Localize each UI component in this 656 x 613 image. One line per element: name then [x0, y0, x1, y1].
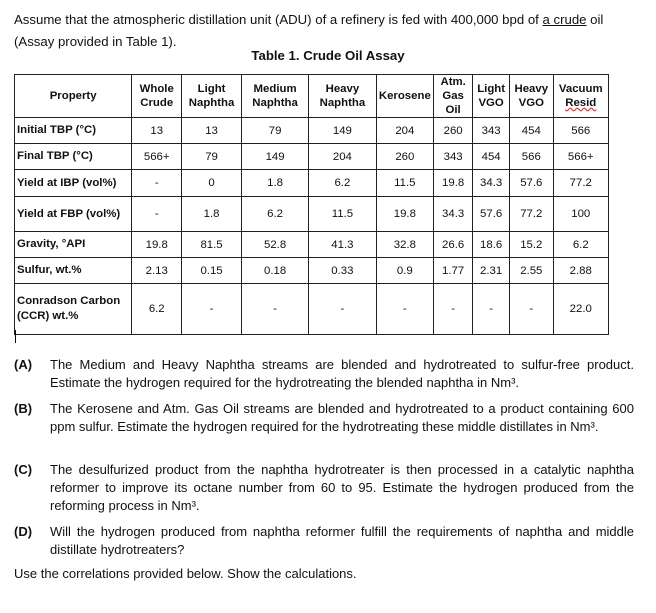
- instructions-footer: Use the correlations provided below. Show the calculations.: [14, 566, 357, 581]
- table-cell: 566+: [553, 144, 609, 170]
- header-light-naphtha: Light Naphtha: [182, 75, 242, 118]
- table-cell: 566+: [132, 144, 182, 170]
- table-cell: -: [241, 284, 308, 335]
- table-cell: 79: [182, 144, 242, 170]
- table-row: [15, 232, 609, 258]
- table-cell: 15.2: [510, 232, 553, 258]
- table-cell: 57.6: [510, 170, 553, 197]
- table-cell: 343: [473, 118, 510, 144]
- table-cell: 18.6: [473, 232, 510, 258]
- table-cell: 41.3: [309, 232, 376, 258]
- row-label: Conradson Carbon (CCR) wt.%: [15, 284, 132, 335]
- table-cell: 19.8: [376, 197, 434, 232]
- header-property: Property: [15, 75, 132, 118]
- question-c: [14, 461, 634, 515]
- table-cell: 1.77: [434, 258, 473, 284]
- question-d: [14, 523, 634, 559]
- header-kerosene: Kerosene: [376, 75, 434, 118]
- table-cell: 343: [434, 144, 473, 170]
- table-cell: 260: [376, 144, 434, 170]
- table-cell: -: [182, 284, 242, 335]
- table-cell: 77.2: [510, 197, 553, 232]
- table-cell: 2.31: [473, 258, 510, 284]
- table-cell: 6.2: [309, 170, 376, 197]
- table-cell: 81.5: [182, 232, 242, 258]
- header-atm-gas-oil: Atm. Gas Oil: [434, 75, 473, 118]
- table-cell: -: [309, 284, 376, 335]
- row-label: Yield at IBP (vol%): [15, 170, 132, 197]
- question-label: (B): [14, 401, 33, 416]
- table-cell: -: [434, 284, 473, 335]
- question-label: (A): [14, 357, 33, 372]
- table-cell: 79: [241, 118, 308, 144]
- table-cell: 1.8: [241, 170, 308, 197]
- table-cell: 11.5: [309, 197, 376, 232]
- table-row: [15, 258, 609, 284]
- table-cell: 566: [553, 118, 609, 144]
- table-cell: 26.6: [434, 232, 473, 258]
- table-cell: 0: [182, 170, 242, 197]
- table-cell: 22.0: [553, 284, 609, 335]
- table-cell: 19.8: [434, 170, 473, 197]
- question-b: [14, 400, 634, 436]
- table-header-row: [15, 75, 609, 118]
- table-row: [15, 118, 609, 144]
- table-cell: 0.15: [182, 258, 242, 284]
- intro-line-1: Assume that the atmospheric distillation unit (ADU) of a refinery is fed with 400,000 bpd of a crude oil: [14, 12, 604, 27]
- table-title: Table 1. Crude Oil Assay: [251, 48, 405, 63]
- table-cell: 19.8: [132, 232, 182, 258]
- table-cell: 6.2: [241, 197, 308, 232]
- row-label: Yield at FBP (vol%): [15, 197, 132, 232]
- table-cell: 454: [473, 144, 510, 170]
- crude-oil-assay-table: [14, 74, 609, 335]
- underlined-text: a crude: [542, 12, 587, 27]
- question-text: The Kerosene and Atm. Gas Oil streams are blended and hydrotreated to a product containing 600 ppm sulfur. Estimate the hydrogen required for the hydrotreating these middle distillates in Nm³.: [50, 401, 634, 434]
- header-heavy-naphtha: Heavy Naphtha: [309, 75, 376, 118]
- table-cell: -: [132, 170, 182, 197]
- table-cell: 204: [309, 144, 376, 170]
- table-cell: 0.9: [376, 258, 434, 284]
- table-row: [15, 144, 609, 170]
- table-cell: 149: [309, 118, 376, 144]
- header-whole-crude: Whole Crude: [132, 75, 182, 118]
- table-cell: 0.33: [309, 258, 376, 284]
- question-text: The desulfurized product from the naphtha hydrotreater is then processed in a catalytic naphtha reformer to improve its octane number from 60 to 95. Estimate the hydrogen produced from the reforming process in Nm³.: [50, 462, 634, 513]
- header-vacuum-resid: Vacuum Resid: [553, 75, 609, 118]
- text-cursor: [15, 330, 16, 343]
- table-cell: 454: [510, 118, 553, 144]
- question-text: The Medium and Heavy Naphtha streams are blended and hydrotreated to sulfur-free product. Estimate the hydrogen required for the hydrotreating the blended naphtha in Nm³.: [50, 357, 634, 390]
- table-cell: 100: [553, 197, 609, 232]
- table-cell: 566: [510, 144, 553, 170]
- question-text: Will the hydrogen produced from naphtha reformer fulfill the requirements of naphtha and middle distillate hydrotreaters?: [50, 524, 634, 557]
- intro-paragraph: [14, 9, 644, 53]
- question-label: (C): [14, 462, 33, 477]
- table-cell: 11.5: [376, 170, 434, 197]
- table-cell: 260: [434, 118, 473, 144]
- table-cell: 57.6: [473, 197, 510, 232]
- table-cell: 1.8: [182, 197, 242, 232]
- question-a: [14, 356, 634, 392]
- table-row: [15, 197, 609, 232]
- table-cell: 34.3: [434, 197, 473, 232]
- table-cell: 2.13: [132, 258, 182, 284]
- table-cell: 13: [132, 118, 182, 144]
- table-row: [15, 170, 609, 197]
- table-cell: 6.2: [553, 232, 609, 258]
- table-cell: 32.8: [376, 232, 434, 258]
- row-label: Gravity, °API: [15, 232, 132, 258]
- question-label: (D): [14, 524, 33, 539]
- table-cell: 77.2: [553, 170, 609, 197]
- header-heavy-vgo: Heavy VGO: [510, 75, 553, 118]
- table-cell: 204: [376, 118, 434, 144]
- table-cell: -: [510, 284, 553, 335]
- table-cell: -: [376, 284, 434, 335]
- row-label: Final TBP (°C): [15, 144, 132, 170]
- table-cell: 13: [182, 118, 242, 144]
- row-label: Sulfur, wt.%: [15, 258, 132, 284]
- table-cell: -: [473, 284, 510, 335]
- table-row: [15, 284, 609, 335]
- header-medium-naphtha: Medium Naphtha: [241, 75, 308, 118]
- row-label: Initial TBP (°C): [15, 118, 132, 144]
- table-cell: -: [132, 197, 182, 232]
- table-cell: 2.55: [510, 258, 553, 284]
- header-light-vgo: Light VGO: [473, 75, 510, 118]
- table-cell: 2.88: [553, 258, 609, 284]
- intro-line-2: (Assay provided in Table 1).: [14, 34, 177, 49]
- table-cell: 0.18: [241, 258, 308, 284]
- table-cell: 34.3: [473, 170, 510, 197]
- table-cell: 149: [241, 144, 308, 170]
- table-cell: 52.8: [241, 232, 308, 258]
- table-cell: 6.2: [132, 284, 182, 335]
